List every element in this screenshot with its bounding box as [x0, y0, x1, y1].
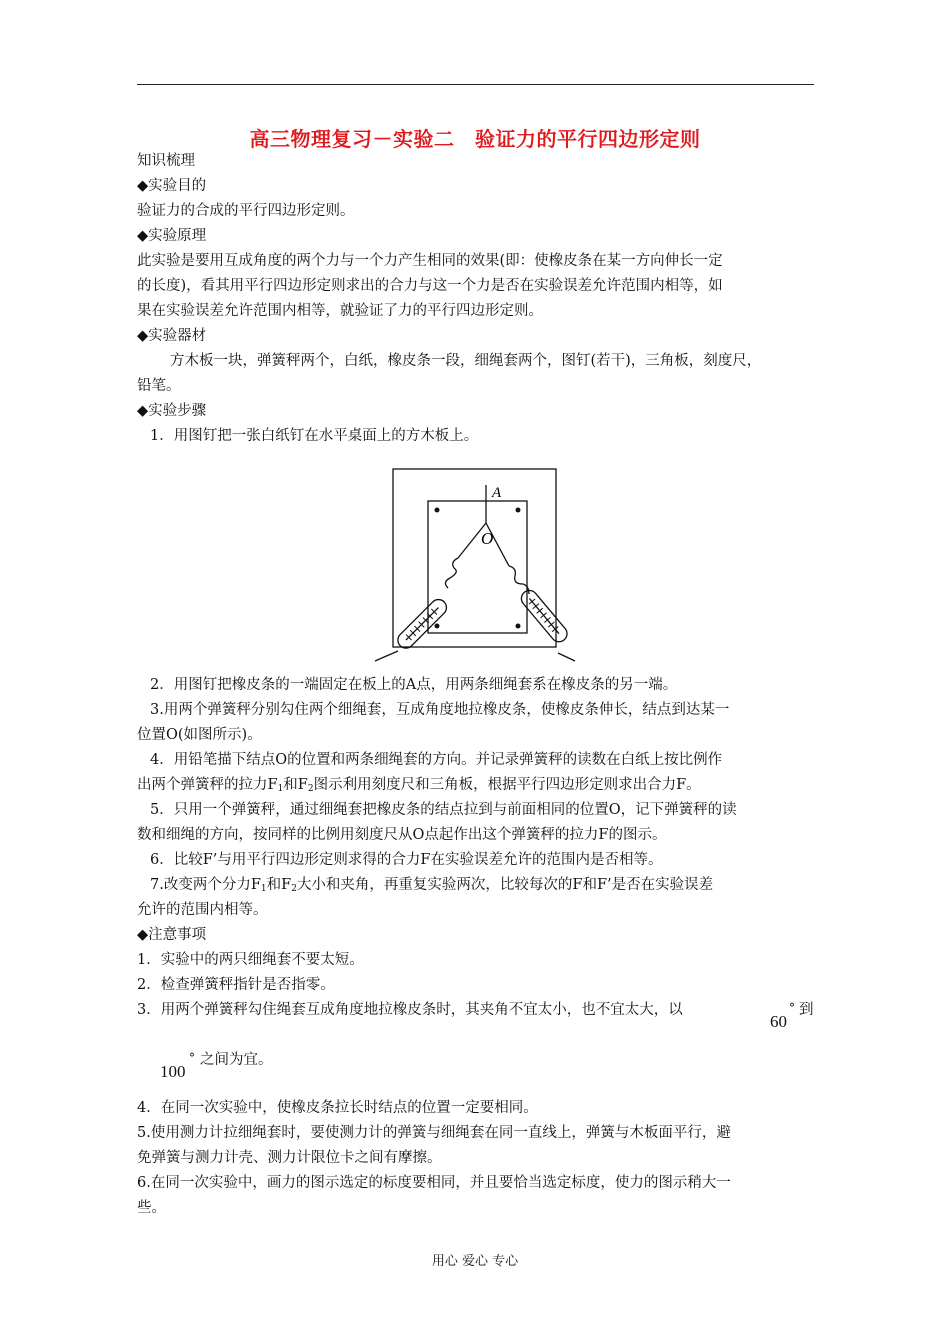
note-6-line: 6.在同一次实验中，画力的图示选定的标度要相同，并且要恰当选定标度，使力的图示稍大一: [137, 1175, 731, 1191]
steps-heading: ◆实验步骤: [137, 403, 207, 419]
step-2: 2．用图钉把橡皮条的一端固定在板上的A点，用两条细绳套系在橡皮条的另一端。: [150, 677, 678, 693]
notes-heading: ◆注意事项: [137, 927, 207, 943]
note-3-end: 之间为宜。: [200, 1052, 273, 1068]
note-5-line: 免弹簧与测力计壳、测力计限位卡之间有摩擦。: [137, 1150, 442, 1166]
step-5-line: 数和细绳的方向，按同样的比例用刻度尺从O点起作出这个弹簧秤的拉力F的图示。: [137, 827, 667, 843]
section-label: 知识梳理: [137, 153, 195, 169]
degree-symbol: °: [189, 1051, 195, 1065]
purpose-heading: ◆实验目的: [137, 178, 207, 194]
degree-symbol: °: [789, 1001, 795, 1015]
step-4-line: 4．用铅笔描下结点O的位置和两条细绳套的方向。并记录弹簧秤的读数在白纸上按比例作: [150, 752, 723, 768]
angle-min-value: 60: [770, 1012, 787, 1031]
note-3-line: 3．用两个弹簧秤勾住绳套互成角度地拉橡皮条时，其夹角不宜太小，也不宜太大，以: [137, 1002, 683, 1018]
equipment-line: 方木板一块，弹簧秤两个，白纸，橡皮条一段，细绳套两个，图钉(若干)，三角板，刻度尺，: [170, 353, 762, 369]
equipment-line: 铅笔。: [137, 378, 181, 394]
step-7-line: 允许的范围内相等。: [137, 902, 268, 918]
left-pull-line: [375, 651, 398, 661]
header-rule: [137, 84, 814, 85]
principle-line: 此实验是要用互成角度的两个力与一个力产生相同的效果(即：使橡皮条在某一方向伸长一定: [137, 253, 723, 269]
page-footer: 用心 爱心 专心: [431, 1254, 519, 1269]
principle-heading: ◆实验原理: [137, 228, 207, 244]
step-4-line: 出两个弹簧秤的拉力$F_1$和$F_2$图示利用刻度尺和三角板，根据平行四边形定则求出合力F。: [137, 777, 701, 794]
board-outline: [393, 469, 556, 647]
principle-line: 的长度)，看其用平行四边形定则求出的合力与这一个力是否在实验误差允许范围内相等，如: [137, 278, 723, 294]
purpose-text: 验证力的合成的平行四边形定则。: [137, 203, 355, 219]
pin: [435, 508, 440, 513]
right-spring-scale: [518, 587, 570, 645]
pin: [516, 508, 521, 513]
note-6-line: 些。: [137, 1200, 166, 1216]
angle-max-value: 100: [160, 1062, 186, 1081]
to-word: 到: [799, 1002, 814, 1018]
page-title: 高三物理复习－实验二 验证力的平行四边形定则: [249, 127, 701, 151]
step-5-line: 5．只用一个弹簧秤，通过细绳套把橡皮条的结点拉到与前面相同的位置O，记下弹簧秤的读: [150, 802, 737, 818]
right-pull-line: [558, 653, 575, 661]
step-3-line: 3.用两个弹簧秤分别勾住两个细绳套，互成角度地拉橡皮条，使橡皮条伸长，结点到达某一: [150, 702, 730, 718]
note-2: 2．检查弹簧秤指针是否指零。: [137, 977, 335, 993]
right-spring-hook: [509, 566, 529, 594]
left-spring-scale: [395, 596, 450, 651]
experiment-figure: [370, 463, 580, 668]
note-1: 1．实验中的两只细绳套不要太短。: [137, 952, 364, 968]
step-7-line: 7.改变两个分力$F_1$和$F_2$大小和夹角，再重复实验两次，比较每次的F和F’是否在实验误差: [150, 877, 714, 894]
equipment-heading: ◆实验器材: [137, 328, 207, 344]
step-3-line: 位置O(如图所示)。: [137, 727, 262, 743]
step-6: 6．比较F’与用平行四边形定则求得的合力F在实验误差允许的范围内是否相等。: [150, 852, 663, 868]
point-a-label: A: [492, 485, 502, 501]
note-5-line: 5.使用测力计拉细绳套时，要使测力计的弹簧与细绳套在同一直线上，弹簧与木板面平行，避: [137, 1125, 731, 1141]
note-4: 4．在同一次实验中，使橡皮条拉长时结点的位置一定要相同。: [137, 1100, 538, 1116]
principle-line: 果在实验误差允许范围内相等，就验证了力的平行四边形定则。: [137, 303, 543, 319]
pin: [435, 624, 440, 629]
left-spring-hook: [445, 558, 458, 588]
step-1: 1．用图钉把一张白纸钉在水平桌面上的方木板上。: [150, 428, 479, 444]
pin: [516, 624, 521, 629]
point-o-label: O: [481, 529, 494, 548]
